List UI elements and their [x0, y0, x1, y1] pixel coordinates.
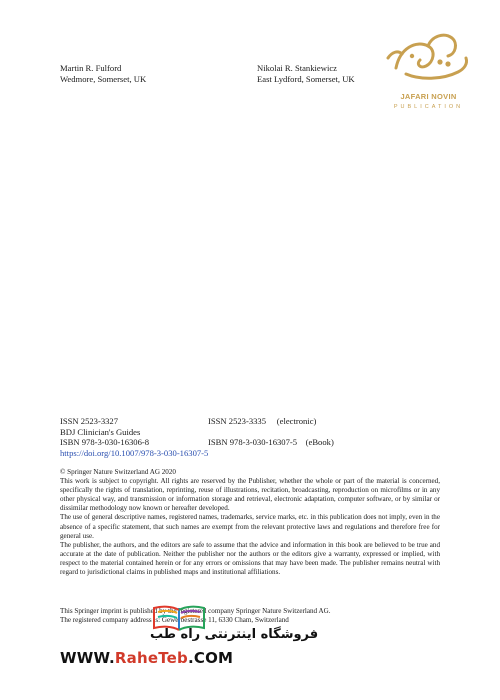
author-location: East Lydford, Somerset, UK [257, 74, 355, 84]
imprint-line-1: This Springer imprint is published by the registered company Springer Nature Switzerland AG. [60, 607, 331, 615]
imprint-line-2: The registered company address is: Gewerbestrasse 11, 6330 Cham, Switzerland [60, 616, 289, 625]
isbn-ebook: ISBN 978-3-030-16307-5 [208, 437, 298, 448]
series-name: BDJ Clinician's Guides [60, 426, 141, 437]
author-name: Nikolai R. Stankiewicz [257, 63, 337, 73]
series-block [60, 416, 450, 458]
imprint-notice [60, 607, 440, 625]
watermark-persian-text: فروشگاه اینترنتی راه طب [150, 627, 319, 642]
author-location: Wedmore, Somerset, UK [60, 74, 147, 84]
copyright-line: © Springer Nature Switzerland AG 2020 [60, 468, 176, 476]
url-suffix: .COM [188, 649, 234, 667]
logo-subtitle: PUBLICATION [393, 104, 464, 110]
author-name: Martin R. Fulford [60, 63, 122, 73]
calligraphy-logo-icon [376, 28, 481, 92]
url-brand: RaheTeb [114, 649, 188, 667]
issn-print: ISSN 2523-3327 [60, 416, 119, 426]
watermark-url[interactable] [60, 649, 233, 667]
author-1 [60, 63, 146, 85]
isbn-ebook-label: (eBook) [305, 437, 334, 448]
legal-notice [60, 468, 440, 577]
publisher-logo [376, 28, 481, 124]
legal-paragraph-trademarks: The use of general descriptive names, registered names, trademarks, service marks, etc. in this publication does not imply, even in the absence of a specific statement, that such names are exempt from the relevant protective laws and regulations and therefore free for general use. [60, 513, 440, 540]
author-2 [257, 63, 355, 85]
isbn-print: ISBN 978-3-030-16306-8 [60, 437, 150, 448]
logo-name: JAFARI NOVIN [400, 92, 457, 101]
legal-paragraph-rights: This work is subject to copyright. All rights are reserved by the Publisher, whether the whole or part of the material is concerned, specifically the rights of translation, reprinting, reuse of illustrations, recitation, broadcasting, reproduction on microfilms or in any other physical way, and transmission or information storage and retrieval, electronic adaptation, computer software, or by similar or dissimilar methodology now known or hereafter developed. [60, 477, 440, 513]
issn-electronic: ISSN 2523-3335 [208, 416, 267, 426]
doi-link[interactable]: https://doi.org/10.1007/978-3-030-16307-5 [60, 447, 209, 458]
url-prefix: WWW. [60, 649, 115, 667]
issn-electronic-label: (electronic) [276, 416, 317, 426]
legal-paragraph-disclaimer: The publisher, the authors, and the editors are safe to assume that the advice and information in this book are believed to be true and accurate at the date of publication. Neither the publisher nor the authors or the editors give a warranty, expressed or implied, with respect to the material contained herein or for any errors or omissions that may have been made. The publisher remains neutral with regard to jurisdictional claims in published maps and institutional affiliations. [60, 540, 440, 577]
